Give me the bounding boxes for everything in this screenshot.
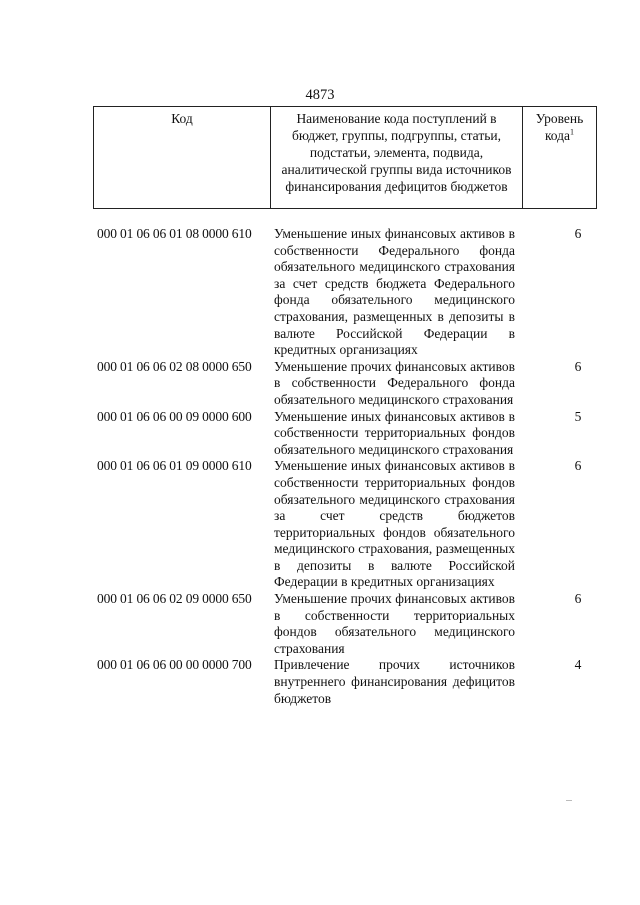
page-number: 4873 <box>305 87 335 103</box>
row-level: 6 <box>574 458 582 474</box>
table-row <box>97 409 597 459</box>
row-code: 000 01 06 06 00 00 0000 700 <box>97 657 252 673</box>
header-level <box>523 107 596 208</box>
row-code: 000 01 06 06 01 09 0000 610 <box>97 458 252 474</box>
row-level: 4 <box>574 657 582 673</box>
row-name: Привлечение прочих источников внутреннего финансирования дефицитов бюджетов <box>274 657 515 706</box>
row-code: 000 01 06 06 01 08 0000 610 <box>97 226 252 241</box>
table-row <box>97 591 597 657</box>
header-code: Код <box>94 107 271 208</box>
row-level: 5 <box>574 408 582 424</box>
row-name: Уменьшение иных финансовых активов в собственности территориальных фондов обязательного медицинского страхования <box>274 408 515 457</box>
row-name: Уменьшение иных финансовых активов в собственности Федерального фонда обязательного медицинского страхования за счет средств бюджета Федерального фонда обязательного медицинского страхования, размещенных в депозиты в валюте Российской Федерации в кредитных организациях <box>274 226 515 358</box>
row-code: 000 01 06 06 02 08 0000 650 <box>97 358 252 374</box>
table-row <box>97 458 597 591</box>
row-level: 6 <box>574 591 582 607</box>
header-level-label: Уровень кода <box>535 111 584 143</box>
table-body <box>97 226 597 707</box>
row-code: 000 01 06 06 02 09 0000 650 <box>97 591 252 607</box>
table-header <box>93 106 597 209</box>
table-row <box>97 226 597 359</box>
row-name: Уменьшение прочих финансовых активов в собственности территориальных фондов обязательного медицинского страхования <box>274 591 515 656</box>
table-row <box>97 657 597 707</box>
table-row <box>97 359 597 409</box>
row-name: Уменьшение прочих финансовых активов в собственности Федерального фонда обязательного медицинского страхования <box>274 358 515 407</box>
header-level-footnote: 1 <box>570 127 575 137</box>
scan-mark <box>566 800 572 801</box>
row-name: Уменьшение иных финансовых активов в собственности территориальных фондов обязательного медицинского страхования за счет средств бюджетов территориальных фондов обязательного медицинского страхования, размещенных в депозиты в валюте Российской Федерации в кредитных организациях <box>274 458 515 590</box>
row-level: 6 <box>574 226 582 241</box>
row-code: 000 01 06 06 00 09 0000 600 <box>97 408 252 424</box>
header-name: Наименование кода поступлений в бюджет, группы, подгруппы, статьи, подстатьи, элемента, подвида, аналитической группы вида источников финансирования дефицитов бюджетов <box>271 107 523 208</box>
row-level: 6 <box>574 358 582 374</box>
